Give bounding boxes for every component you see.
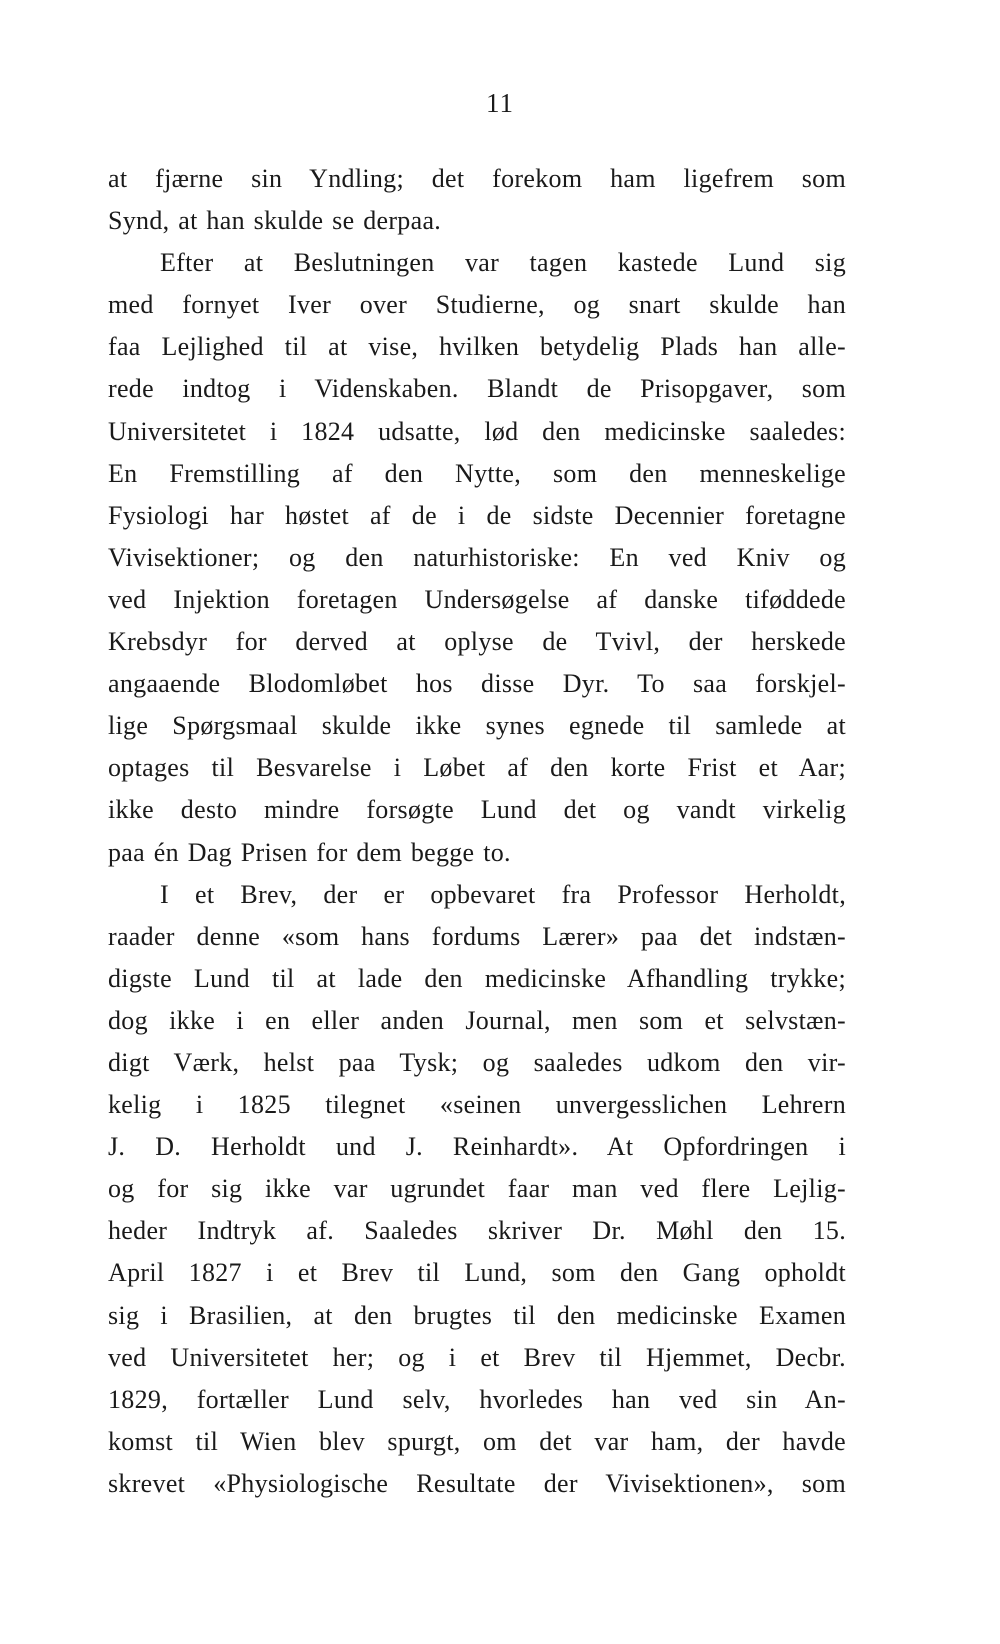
text-line: ikke desto mindre forsøgte Lund det og vandt virkelig (108, 795, 846, 825)
page-number: 11 (486, 88, 514, 118)
text-line: dog ikke i en eller anden Journal, men som et selvstæn- (108, 1005, 846, 1035)
text-line: og for sig ikke var ugrundet faar man ved flere Lejlig- (108, 1174, 846, 1204)
text-line: paa én Dag Prisen for dem begge to. (108, 837, 511, 867)
text-line: J. D. Herholdt und J. Reinhardt». At Opfordringen i (108, 1132, 846, 1162)
text-line: komst til Wien blev spurgt, om det var ham, der havde (108, 1426, 846, 1456)
text-line: digste Lund til at lade den medicinske Afhandling trykke; (108, 963, 846, 993)
text-line: heder Indtryk af. Saaledes skriver Dr. Møhl den 15. (108, 1216, 846, 1246)
text-line: April 1827 i et Brev til Lund, som den Gang opholdt (108, 1258, 846, 1288)
text-line: Vivisektioner; og den naturhistoriske: En ved Kniv og (108, 542, 846, 572)
text-line: skrevet «Physiologische Resultate der Vivisektionen», som (108, 1468, 846, 1498)
text-line: med fornyet Iver over Studierne, og snart skulde han (108, 290, 846, 320)
text-line: 1829, fortæller Lund selv, hvorledes han ved sin An- (108, 1384, 846, 1414)
text-line: Synd, at han skulde se derpaa. (108, 206, 442, 236)
text-line: lige Spørgsmaal skulde ikke synes egnede til samlede at (108, 711, 846, 741)
text-line: Krebsdyr for derved at oplyse de Tvivl, der herskede (108, 627, 846, 657)
text-line: sig i Brasilien, at den brugtes til den medicinske Examen (108, 1300, 846, 1330)
text-line: faa Lejlighed til at vise, hvilken betydelig Plads han alle- (108, 332, 846, 362)
text-line: at fjærne sin Yndling; det forekom ham ligefrem som (108, 164, 846, 193)
text-line: I et Brev, der er opbevaret fra Professor Herholdt, (160, 879, 846, 909)
text-line: rede indtog i Videnskaben. Blandt de Prisopgaver, som (108, 374, 846, 404)
text-line: optages til Besvarelse i Løbet af den korte Frist et Aar; (108, 753, 846, 783)
text-line: angaaende Blodomløbet hos disse Dyr. To saa forskjel- (108, 669, 846, 699)
text-line: ved Universitetet her; og i et Brev til Hjemmet, Decbr. (108, 1342, 846, 1372)
text-line: Efter at Beslutningen var tagen kastede Lund sig (160, 248, 846, 278)
text-line: ved Injektion foretagen Undersøgelse af danske tiføddede (108, 584, 846, 614)
text-line: kelig i 1825 tilegnet «seinen unvergesslichen Lehrern (108, 1090, 846, 1120)
text-line: Universitetet i 1824 udsatte, lød den medicinske saaledes: (108, 416, 846, 446)
text-line: Fysiologi har høstet af de i de sidste Decennier foretagne (108, 500, 846, 530)
text-line: En Fremstilling af den Nytte, som den menneskelige (108, 458, 846, 488)
text-line: digt Værk, helst paa Tysk; og saaledes udkom den vir- (108, 1047, 846, 1077)
text-line: raader denne «som hans fordums Lærer» paa det indstæn- (108, 921, 846, 951)
body-text (108, 158, 846, 1505)
